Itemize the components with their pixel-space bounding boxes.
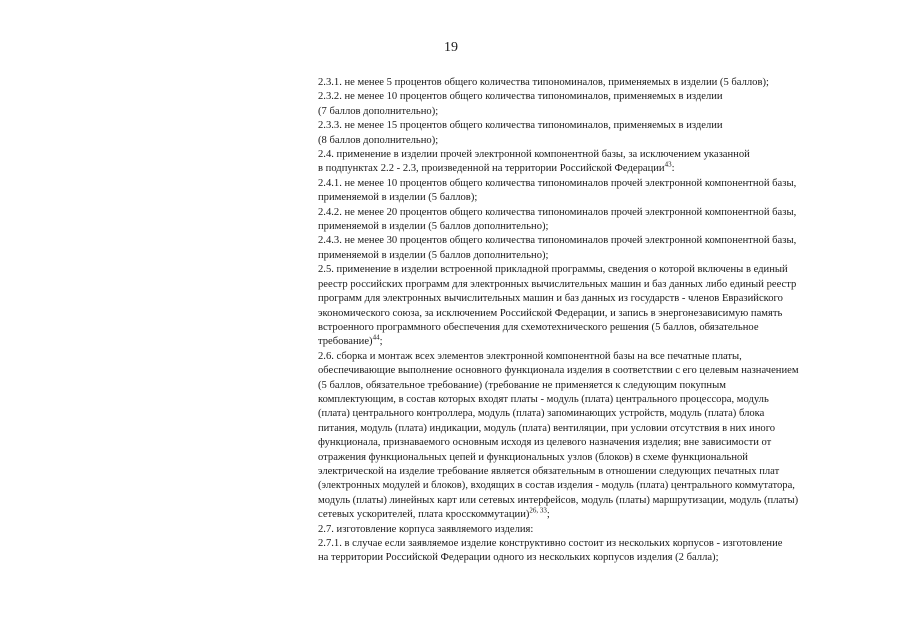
- line-text: функционала, признаваемого основным исходя из целевого назначения изделия; вне зависимости от: [318, 437, 772, 449]
- text-line: [318, 191, 878, 205]
- line-text: 2.7.1. в случае если заявляемое изделие конструктивно состоит из нескольких корпусов - изготовление: [318, 538, 783, 549]
- line-text: (7 баллов дополнительно);: [318, 105, 439, 117]
- line-text: питания, модуль (плата) индикации, модуль (плата) вентиляции, при условии отсутствия в них иного: [318, 422, 776, 434]
- text-line: [318, 292, 878, 306]
- text-line: [318, 278, 878, 292]
- line-text: экономического союза, за исключением Российской Федерации, и запись в энергонезависимую память: [318, 307, 783, 319]
- line-text: встроенного программного обеспечения для схемотехнического решения (5 баллов, обязательное: [318, 321, 759, 333]
- footnote-reference: 26, 33: [529, 506, 547, 515]
- text-line: [318, 335, 878, 349]
- line-text: 2.4.3. не менее 30 процентов общего количества типономиналов прочей электронной компонентной базы,: [318, 235, 797, 247]
- line-text: 2.4.1. не менее 10 процентов общего количества типономиналов прочей электронной компонентной базы,: [318, 177, 797, 189]
- line-text: в подпунктах 2.2 - 2.3, произведенной на территории Российской Федерации: [318, 163, 665, 175]
- text-line: [318, 134, 878, 148]
- line-text: обеспечивающие выполнение основного функционала изделия в соответствии с его целевым назначением: [318, 365, 799, 377]
- text-line: [318, 220, 878, 234]
- text-line: [318, 105, 878, 119]
- line-text: отражения функциональных цепей и функциональных узлов (блоков) в схеме функциональной: [318, 451, 748, 463]
- text-line: [318, 162, 878, 176]
- text-line: [318, 379, 878, 393]
- text-line: [318, 551, 878, 565]
- text-line: [318, 537, 878, 551]
- line-text: 2.3.1. не менее 5 процентов общего количества типономиналов, применяемых в изделии (5 баллов);: [318, 77, 769, 88]
- document-body: [318, 76, 878, 566]
- text-line: [318, 465, 878, 479]
- text-line: [318, 234, 878, 248]
- line-text: на территории Российской Федерации одного из нескольких корпусов изделия (2 балла);: [318, 552, 719, 564]
- text-line: [318, 523, 878, 537]
- text-line: [318, 479, 878, 493]
- text-line: [318, 364, 878, 378]
- text-line: [318, 90, 878, 104]
- text-line: [318, 321, 878, 335]
- line-text: применяемой в изделии (5 баллов дополнительно);: [318, 221, 549, 233]
- footnote-reference: 44: [372, 333, 380, 342]
- line-text: программ для электронных вычислительных машин и баз данных из государств - членов Евразийского: [318, 293, 783, 305]
- text-line: [318, 508, 878, 522]
- line-text: электрической на изделие требование является обязательным в отношении следующих печатных плат: [318, 465, 780, 477]
- text-line: [318, 393, 878, 407]
- text-line: [318, 148, 878, 162]
- line-text: сетевых ускорителей, плата кросскоммутации): [318, 509, 530, 521]
- line-text: 2.4. применение в изделии прочей электронной компонентной базы, за исключением указанной: [318, 149, 750, 161]
- text-line: [318, 206, 878, 220]
- footnote-reference: 43: [664, 160, 672, 169]
- line-text: реестр российских программ для электронных вычислительных машин и баз данных либо единый реестр: [318, 278, 797, 290]
- line-text: 2.4.2. не менее 20 процентов общего количества типономиналов прочей электронной компонентной базы,: [318, 206, 797, 218]
- line-text: 2.5. применение в изделии встроенной прикладной программы, сведения о которой включены в единый: [318, 264, 788, 276]
- text-line: [318, 177, 878, 191]
- line-punctuation: :: [671, 163, 675, 175]
- text-line: [318, 451, 878, 465]
- page-number: 19: [444, 40, 458, 55]
- line-text: 2.7. изготовление корпуса заявляемого изделия:: [318, 523, 534, 535]
- text-line: [318, 76, 878, 90]
- text-line: [318, 263, 878, 277]
- text-line: [318, 436, 878, 450]
- text-line: [318, 350, 878, 364]
- text-line: [318, 307, 878, 321]
- line-text: 2.6. сборка и монтаж всех элементов электронной компонентной базы на все печатные платы,: [318, 350, 742, 362]
- line-text: комплектующим, в состав которых входят платы - модуль (плата) центрального процессора, модуль: [318, 393, 769, 405]
- line-text: требование): [318, 336, 373, 348]
- text-line: [318, 119, 878, 133]
- text-line: [318, 407, 878, 421]
- line-text: применяемой в изделии (5 баллов дополнительно);: [318, 249, 549, 261]
- line-punctuation: ;: [546, 509, 550, 521]
- line-text: применяемой в изделии (5 баллов);: [318, 192, 478, 204]
- text-line: [318, 422, 878, 436]
- line-text: (5 баллов, обязательное требование) (требование не применяется к следующим покупным: [318, 379, 726, 391]
- text-line: [318, 494, 878, 508]
- line-text: 2.3.2. не менее 10 процентов общего количества типономиналов, применяемых в изделии: [318, 91, 723, 103]
- line-text: (электронных модулей и блоков), входящих в состав изделия - модуль (плата) центрального коммутатора,: [318, 480, 795, 492]
- line-text: (8 баллов дополнительно);: [318, 134, 439, 146]
- line-text: (плата) центрального контроллера, модуль (плата) запоминающих устройств, модуль (плата) блока: [318, 408, 765, 420]
- line-punctuation: ;: [379, 336, 383, 348]
- line-text: модуль (платы) линейных карт или сетевых интерфейсов, модуль (платы) маршрутизации, модуль (платы): [318, 494, 799, 506]
- text-line: [318, 249, 878, 263]
- line-text: 2.3.3. не менее 15 процентов общего количества типономиналов, применяемых в изделии: [318, 120, 723, 132]
